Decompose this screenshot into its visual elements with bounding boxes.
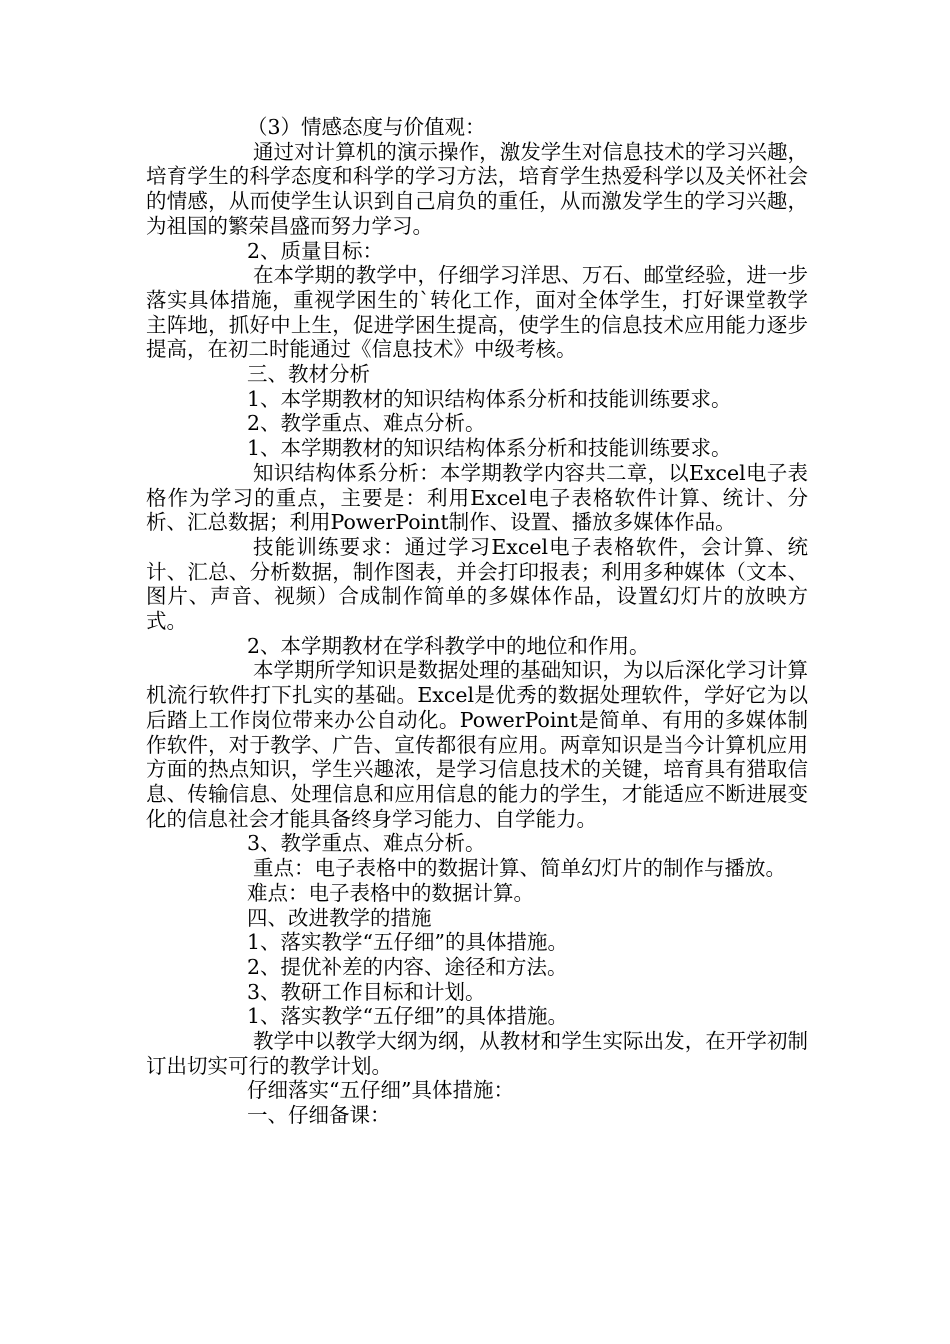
- paragraph-role: 本学期所学知识是数据处理的基础知识，为以后深化学习计算机流行软件打下扎实的基础。Excel是优秀的数据处理软件，学好它为以后踏上工作岗位带来办公自动化。PowerPoint是简单、有用的多媒体制作软件，对于教学、广告、宣传都很有应用。两章知识是当今计算机应用方面的热点知识，学生兴趣浓，是学习信息技术的关键，培育具有猎取信息、传输信息、处理信息和应用信息的能力的学生，才能适应不断进展变化的信息社会才能具备终身学习能力、自学能力。: [146, 658, 808, 831]
- list-item-knowledge-structure: 1、本学期教材的知识结构体系分析和技能训练要求。: [247, 386, 732, 411]
- paragraph-teaching-plan: 教学中以教学大纲为纲，从教材和学生实际出发，在开学初制订出切实可行的教学计划。: [146, 1029, 808, 1078]
- subheading-knowledge-structure: 1、本学期教材的知识结构体系分析和技能训练要求。: [247, 436, 732, 461]
- paragraph-skill-requirements: 技能训练要求：通过学习Excel电子表格软件，会计算、统计、汇总、分析数据，制作图表，并会打印报表；利用多种媒体（文本、图片、声音、视频）合成制作简单的多媒体作品，设置幻灯片的放映方式。: [146, 534, 808, 634]
- list-item-tutoring: 2、提优补差的内容、途径和方法。: [247, 954, 568, 979]
- subheading-key-difficult: 3、教学重点、难点分析。: [247, 831, 486, 856]
- paragraph-knowledge-structure: 知识结构体系分析：本学期教学内容共二章，以Excel电子表格作为学习的重点，主要是：利用Excel电子表格软件计算、统计、分析、汇总数据；利用PowerPoint制作、设置、播放多媒体作品。: [146, 460, 808, 535]
- paragraph-quality-goal: 在本学期的教学中，仔细学习洋思、万石、邮堂经验，进一步落实具体措施，重视学困生的`转化工作，面对全体学生，打好课堂教学主阵地，抓好中上生，促进学困生提高，使学生的信息技术应用能力逐步提高，在初二时能通过《信息技术》中级考核。: [146, 263, 808, 362]
- list-item-key-points: 2、教学重点、难点分析。: [247, 411, 486, 436]
- list-item-five-careful: 1、落实教学“五仔细”的具体措施。: [247, 930, 569, 955]
- subheading-five-careful: 1、落实教学“五仔细”的具体措施。: [247, 1004, 569, 1029]
- document-page: [146, 115, 808, 1128]
- paragraph-key-points: 重点：电子表格中的数据计算、简单幻灯片的制作与播放。: [253, 856, 786, 881]
- section-heading-textbook-analysis: 三、教材分析: [247, 362, 370, 387]
- section-heading-quality-goal: 2、质量目标：: [247, 238, 384, 263]
- paragraph-attitude: 通过对计算机的演示操作，激发学生对信息技术的学习兴趣，培育学生的科学态度和科学的学习方法，培育学生热爱科学以及关怀社会的情感，从而使学生认识到自己肩负的重任，从而激发学生的学习兴趣，为祖国的繁荣昌盛而努力学习。: [146, 139, 808, 238]
- subheading-lesson-prep: 一、仔细备课：: [247, 1103, 391, 1128]
- list-item-research: 3、教研工作目标和计划。: [247, 979, 486, 1004]
- subheading-role: 2、本学期教材在学科教学中的地位和作用。: [247, 633, 650, 658]
- section-heading-attitude: （3）情感态度与价值观：: [247, 115, 486, 139]
- section-heading-improvement: 四、改进教学的措施: [247, 905, 432, 930]
- paragraph-difficult-points: 难点：电子表格中的数据计算。: [247, 880, 534, 905]
- subheading-measures: 仔细落实“五仔细”具体措施：: [247, 1078, 514, 1103]
